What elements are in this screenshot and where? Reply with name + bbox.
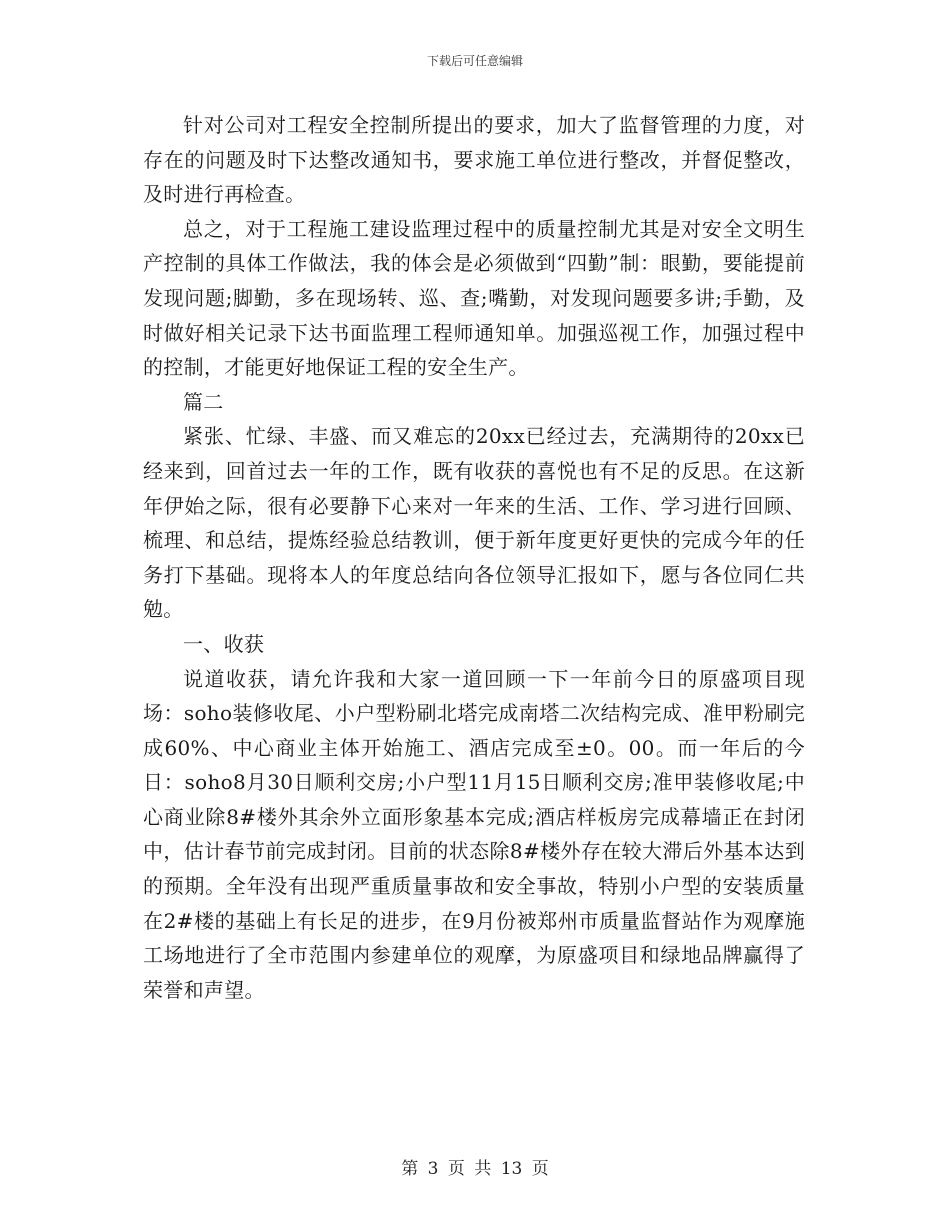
document-body [143, 108, 805, 1007]
section-heading-gains: 一、收获 [183, 631, 265, 656]
paragraph-summary: 总之，对于工程施工建设监理过程中的质量控制尤其是对安全文明生产控制的具体工作做法，我的体会是必须做到“四勤”制：眼勤，要能提前发现问题;脚勤，多在现场转、巡、查;嘴勤，对发现问题要多讲;手勤，及时做好相关记录下达书面监理工程师通知单。加强巡视工作，加强过程中的控制，才能更好地保证工程的安全生产。 [143, 216, 805, 380]
paragraph-year-review-intro: 紧张、忙绿、丰盛、而又难忘的20xx已经过去，充满期待的20xx已经来到，回首过去一年的工作，既有收获的喜悦也有不足的反思。在这新年伊始之际，很有必要静下心来对一年来的生活、工作、学习进行回顾、梳理、和总结，提炼经验总结教训，便于新年度更好更快的完成今年的任务打下基础。现将本人的年度总结向各位领导汇报如下，愿与各位同仁共勉。 [143, 424, 805, 622]
page-header-note: 下载后可任意编辑 [426, 54, 523, 68]
paragraph-gains-detail: 说道收获，请允许我和大家一道回顾一下一年前今日的原盛项目现场：soho装修收尾、小户型粉刷北塔完成南塔二次结构完成、准甲粉刷完成60%、中心商业主体开始施工、酒店完成至±0。00。而一年后的今日：soho8月30日顺利交房;小户型11月15日顺利交房;准甲装修收尾;中心商业除8#楼外其余外立面形象基本完成;酒店样板房完成幕墙正在封闭中，估计春节前完成封闭。目前的状态除8#楼外存在较大滞后外基本达到的预期。全年没有出现严重质量事故和安全事故，特别小户型的安装质量在2#楼的基础上有长足的进步，在9月份被郑州市质量监督站作为观摩施工场地进行了全市范围内参建单位的观摩，为原盛项目和绿地品牌赢得了荣誉和声望。 [143, 666, 805, 1002]
paragraph-safety-control: 针对公司对工程安全控制所提出的要求，加大了监督管理的力度，对存在的问题及时下达整改通知书，要求施工单位进行整改，并督促整改，及时进行再检查。 [143, 113, 805, 207]
section-heading-part-two: 篇二 [183, 389, 224, 414]
page-number: 第 3 页 共 13 页 [401, 1159, 549, 1179]
